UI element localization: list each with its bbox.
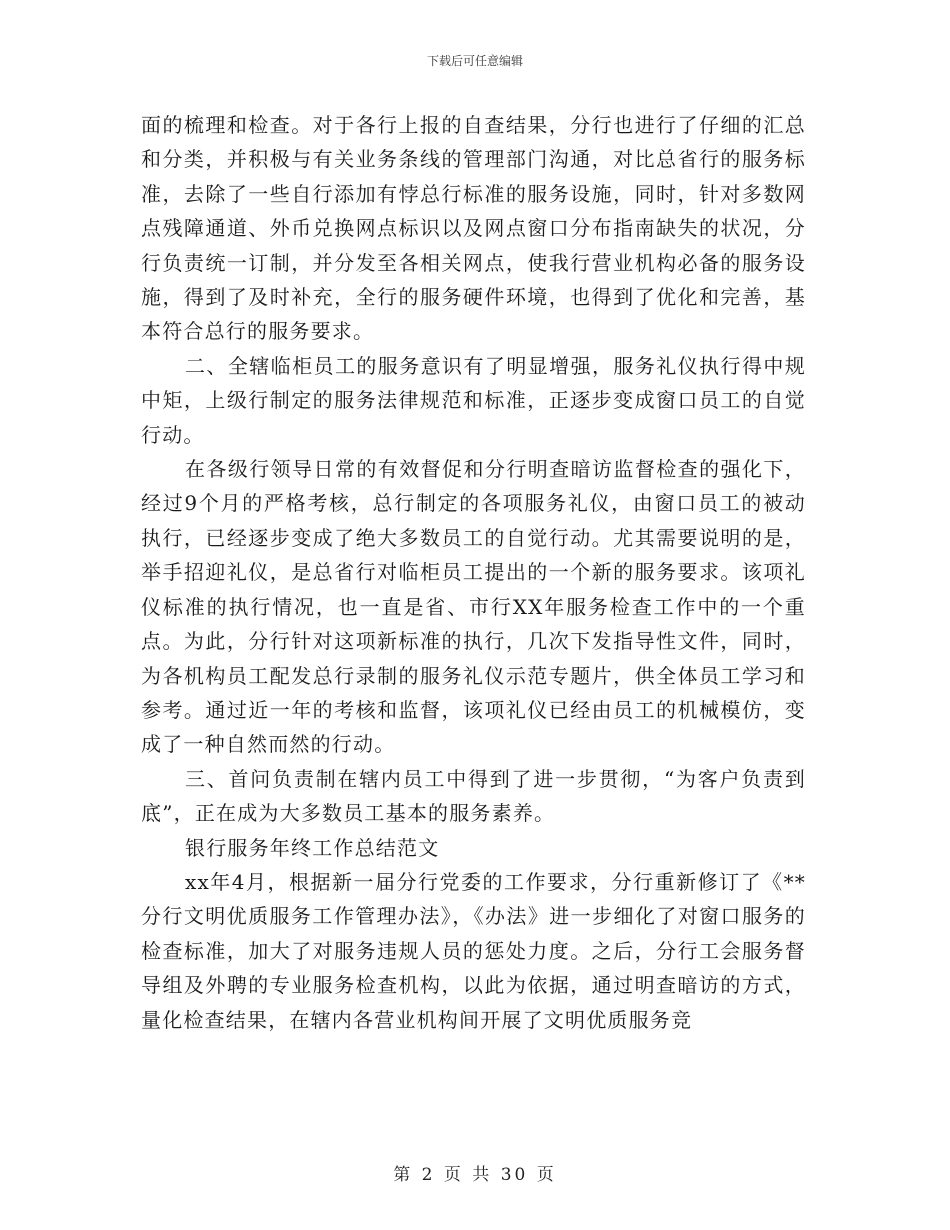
page-header: 下载后可任意编辑 <box>426 54 523 68</box>
document-body <box>141 108 806 1037</box>
section-heading: 银行服务年终工作总结范文 <box>185 835 440 860</box>
paragraph-2: 二、全辖临柜员工的服务意识有了明显增强，服务礼仪执行得中规中矩，上级行制定的服务法律规范和标准，正逐步变成窗口员工的自觉行动。 <box>141 353 806 447</box>
paragraph-6: xx年4月，根据新一届分行党委的工作要求，分行重新修订了《**分行文明优质服务工作管理办法》，《办法》进一步细化了对窗口服务的检查标准，加大了对服务违规人员的惩处力度。之后，分行工会服务督导组及外聘的专业服务检查机构，以此为依据，通过明查暗访的方式，量化检查结果，在辖内各营业机构间开展了文明优质服务竞 <box>141 869 806 1032</box>
paragraph-1: 面的梳理和检查。对于各行上报的自查结果，分行也进行了仔细的汇总和分类，并积极与有关业务条线的管理部门沟通，对比总省行的服务标准，去除了一些自行添加有悖总行标准的服务设施，同时，针对多数网点残障通道、外币兑换网点标识以及网点窗口分布指南缺失的状况，分行负责统一订制，并分发至各相关网点，使我行营业机构必备的服务设施，得到了及时补充，全行的服务硬件环境，也得到了优化和完善，基本符合总行的服务要求。 <box>141 113 806 344</box>
paragraph-3: 在各级行领导日常的有效督促和分行明查暗访监督检查的强化下，经过9个月的严格考核，总行制定的各项服务礼仪，由窗口员工的被动执行，已经逐步变成了绝大多数员工的自觉行动。尤其需要说明的是，举手招迎礼仪，是总省行对临柜员工提出的一个新的服务要求。该项礼仪标准的执行情况，也一直是省、市行XX年服务检查工作中的一个重点。为此，分行针对这项新标准的执行，几次下发指导性文件，同时，为各机构员工配发总行录制的服务礼仪示范专题片，供全体员工学习和参考。通过近一年的考核和监督，该项礼仪已经由员工的机械模仿，变成了一种自然而然的行动。 <box>141 457 806 757</box>
page-number-footer: 第 2 页 共 30 页 <box>393 1165 557 1185</box>
paragraph-4: 三、首问负责制在辖内员工中得到了进一步贯彻，“为客户负责到底”，正在成为大多数员工基本的服务素养。 <box>141 766 806 826</box>
